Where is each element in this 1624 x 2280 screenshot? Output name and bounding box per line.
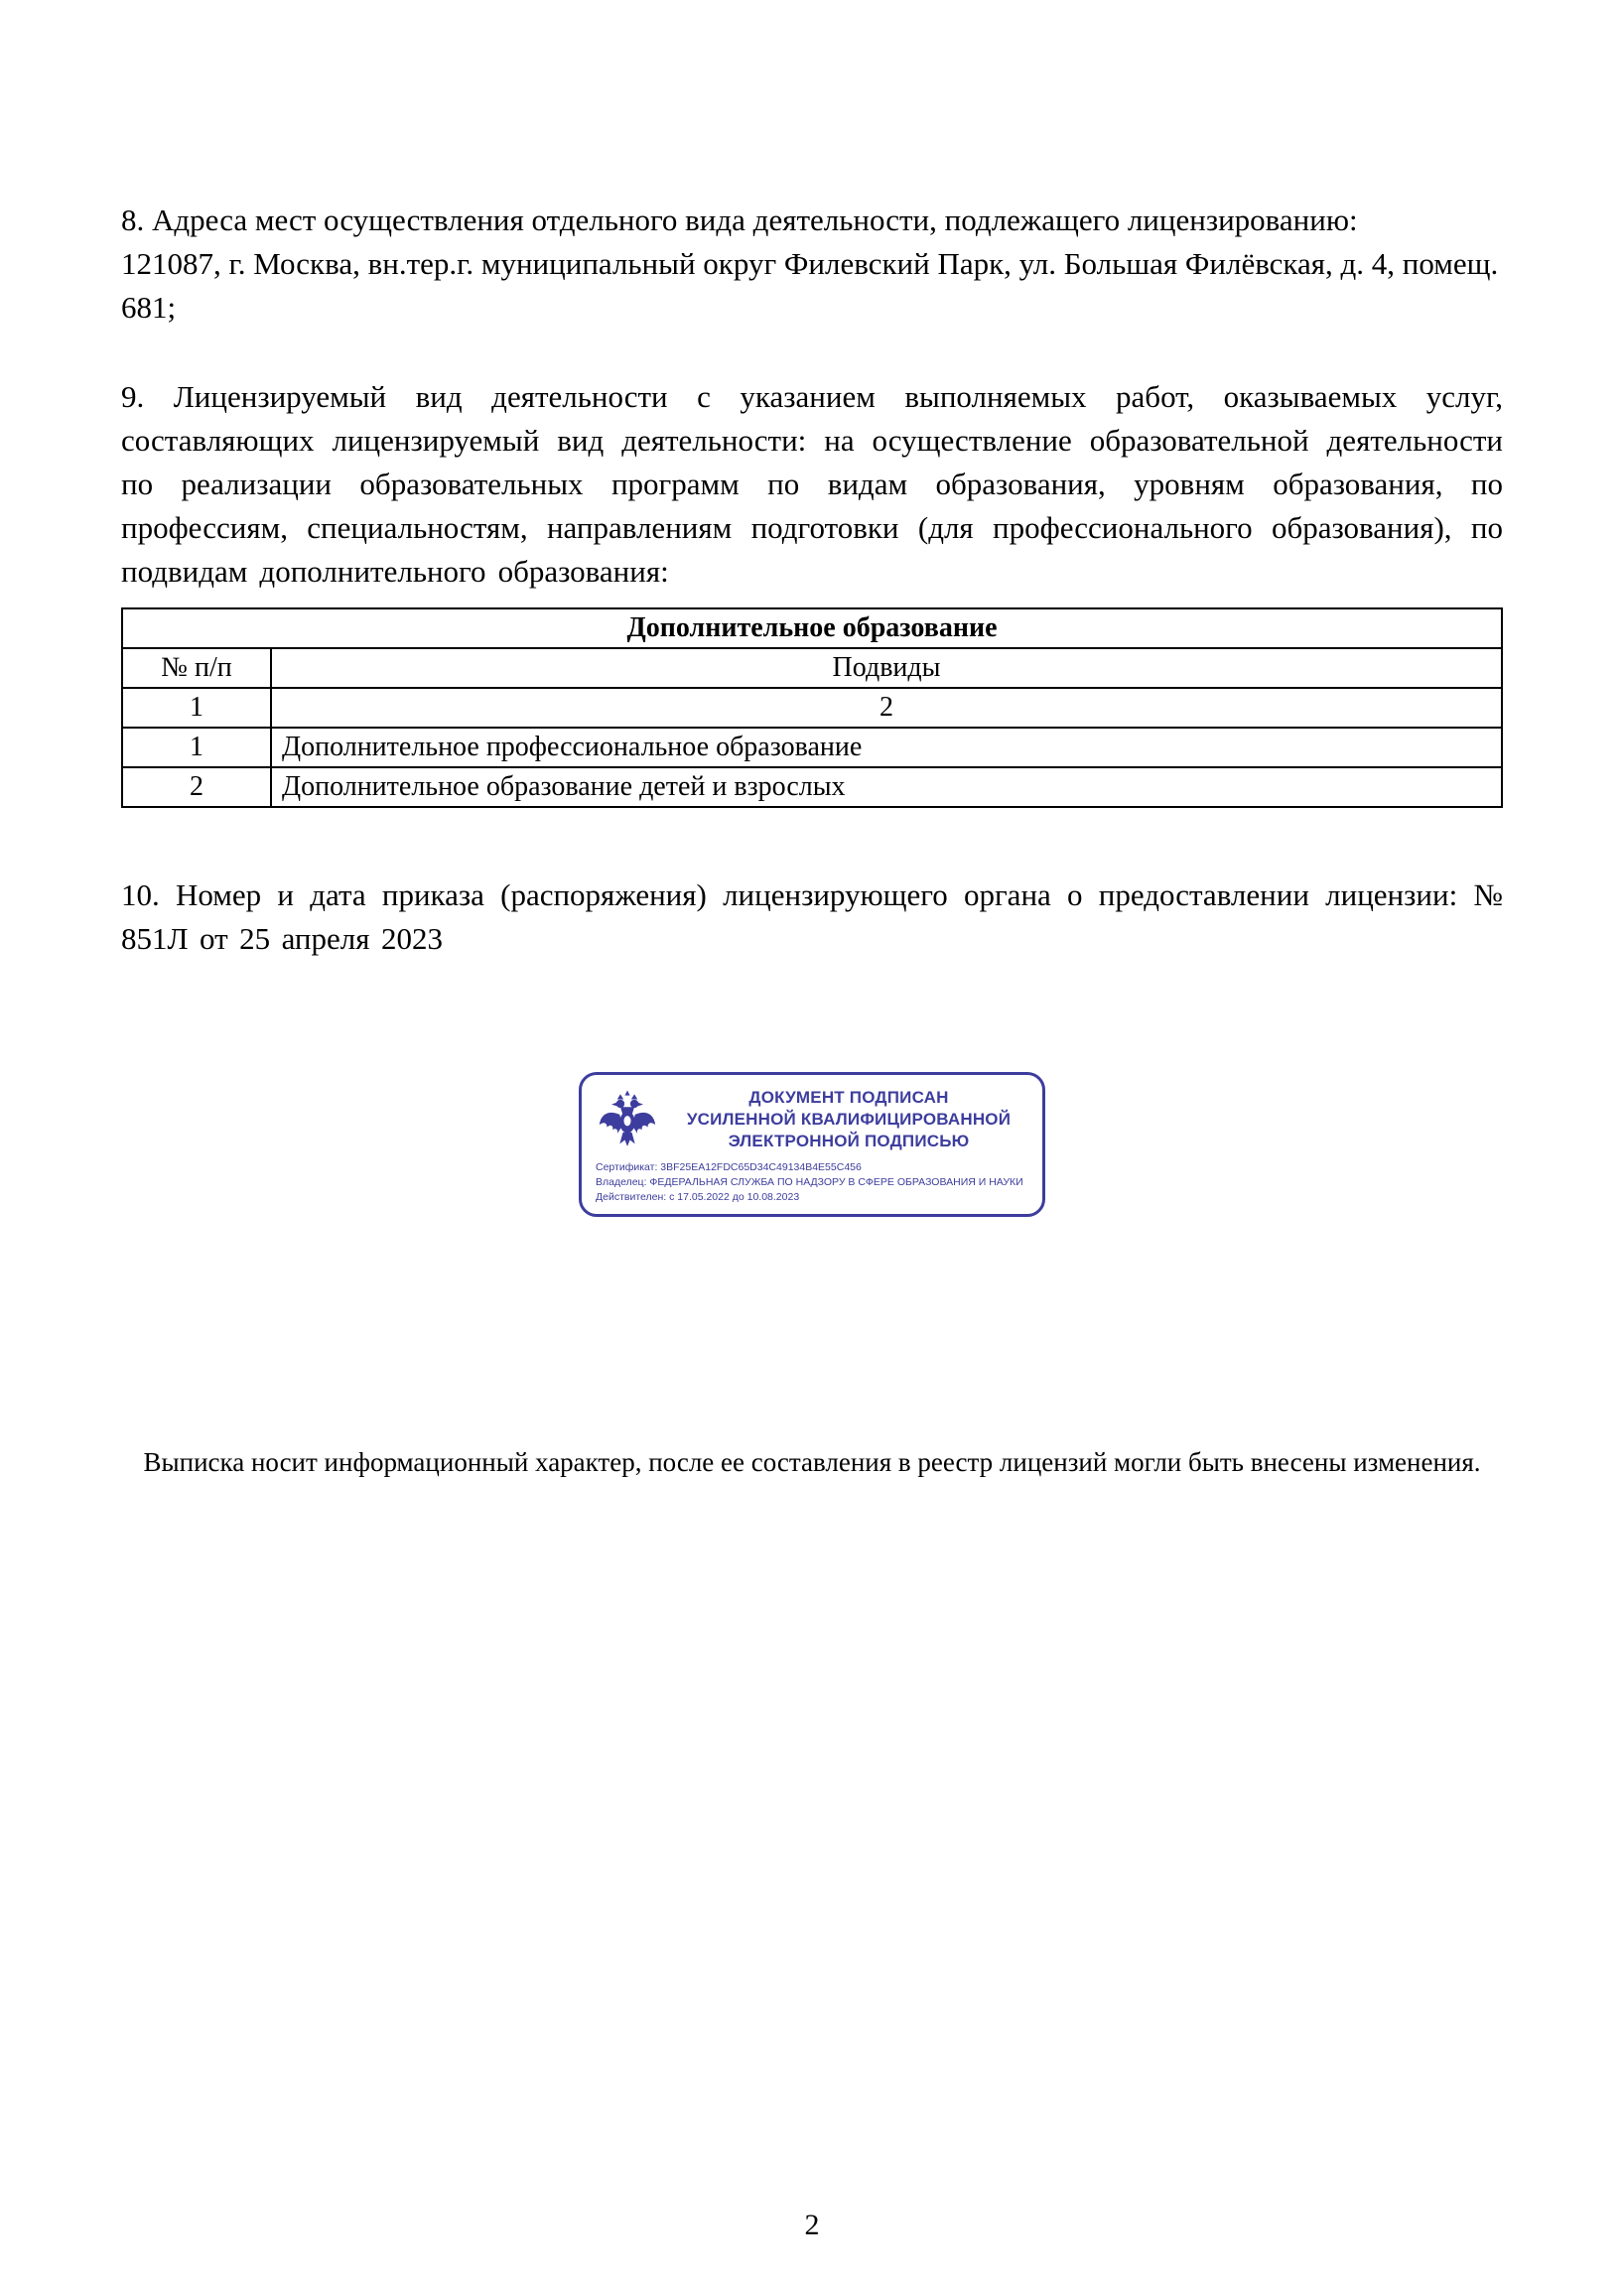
stamp-title-line-1: ДОКУМЕНТ ПОДПИСАН <box>748 1088 949 1108</box>
table-colnumber-row <box>122 688 1502 728</box>
row-text: Дополнительное образование детей и взрослых <box>271 767 1502 807</box>
column-number-1: 1 <box>122 688 271 728</box>
section-10-paragraph: 10. Номер и дата приказа (распоряжения) лицензирующего органа о предоставлении лицензии: № 851Л от 25 апреля 2023 <box>121 877 1503 957</box>
column-number-2: 2 <box>271 688 1502 728</box>
section-8-address: 121087, г. Москва, вн.тер.г. муниципальный округ Филевский Парк, ул. Большая Филёвская, д. 4, помещ. 681; <box>121 246 1499 326</box>
section-8 <box>121 199 1503 330</box>
table-title-row <box>122 608 1502 648</box>
stamp-details <box>596 1160 1028 1204</box>
table-row <box>122 767 1502 807</box>
section-8-heading: 8. Адреса мест осуществления отдельного вида деятельности, подлежащего лицензированию: <box>121 202 1358 237</box>
stamp-title-line-3: ЭЛЕКТРОННОЙ ПОДПИСЬЮ <box>728 1131 970 1150</box>
stamp-title-line-2: УСИЛЕННОЙ КВАЛИФИЦИРОВАННОЙ <box>686 1109 1012 1129</box>
section-9-paragraph: 9. Лицензируемый вид деятельности с указанием выполняемых работ, оказываемых услуг, составляющих лицензируемый вид деятельности: на осуществление образовательной деятельности по реализации образовательных программ по видам образования, уровням образования, по профессиям, специальностям, направлениям подготовки (для профессионального образования), по подвидам дополнительного образования: <box>121 379 1503 590</box>
table-row <box>122 728 1502 767</box>
stamp-certificate-line: Сертификат: 3BF25EA12FDC65D34C49134B4E55C456 <box>596 1161 862 1174</box>
coat-of-arms-icon <box>596 1088 659 1151</box>
table-title: Дополнительное образование <box>122 608 1502 648</box>
education-types-table <box>121 607 1503 808</box>
stamp-top-block <box>596 1087 1028 1151</box>
stamp-validity-line: Действителен: с 17.05.2022 до 10.08.2023 <box>596 1190 800 1203</box>
footer-note: Выписка носит информационный характер, после ее составления в реестр лицензий могли быть внесены изменения. <box>143 1447 1481 1478</box>
stamp-owner-line: Владелец: ФЕДЕРАЛЬНАЯ СЛУЖБА ПО НАДЗОРУ В СФЕРЕ ОБРАЗОВАНИЯ И НАУКИ <box>596 1176 1023 1189</box>
table-header-row <box>122 648 1502 688</box>
row-text: Дополнительное профессиональное образование <box>271 728 1502 767</box>
page-number: 2 <box>804 2209 820 2241</box>
column-header-podvidy: Подвиды <box>271 648 1502 688</box>
column-header-npp: № п/п <box>122 648 271 688</box>
digital-signature-stamp <box>579 1072 1045 1217</box>
row-number: 2 <box>122 767 271 807</box>
stamp-title <box>669 1087 1028 1151</box>
row-number: 1 <box>122 728 271 767</box>
